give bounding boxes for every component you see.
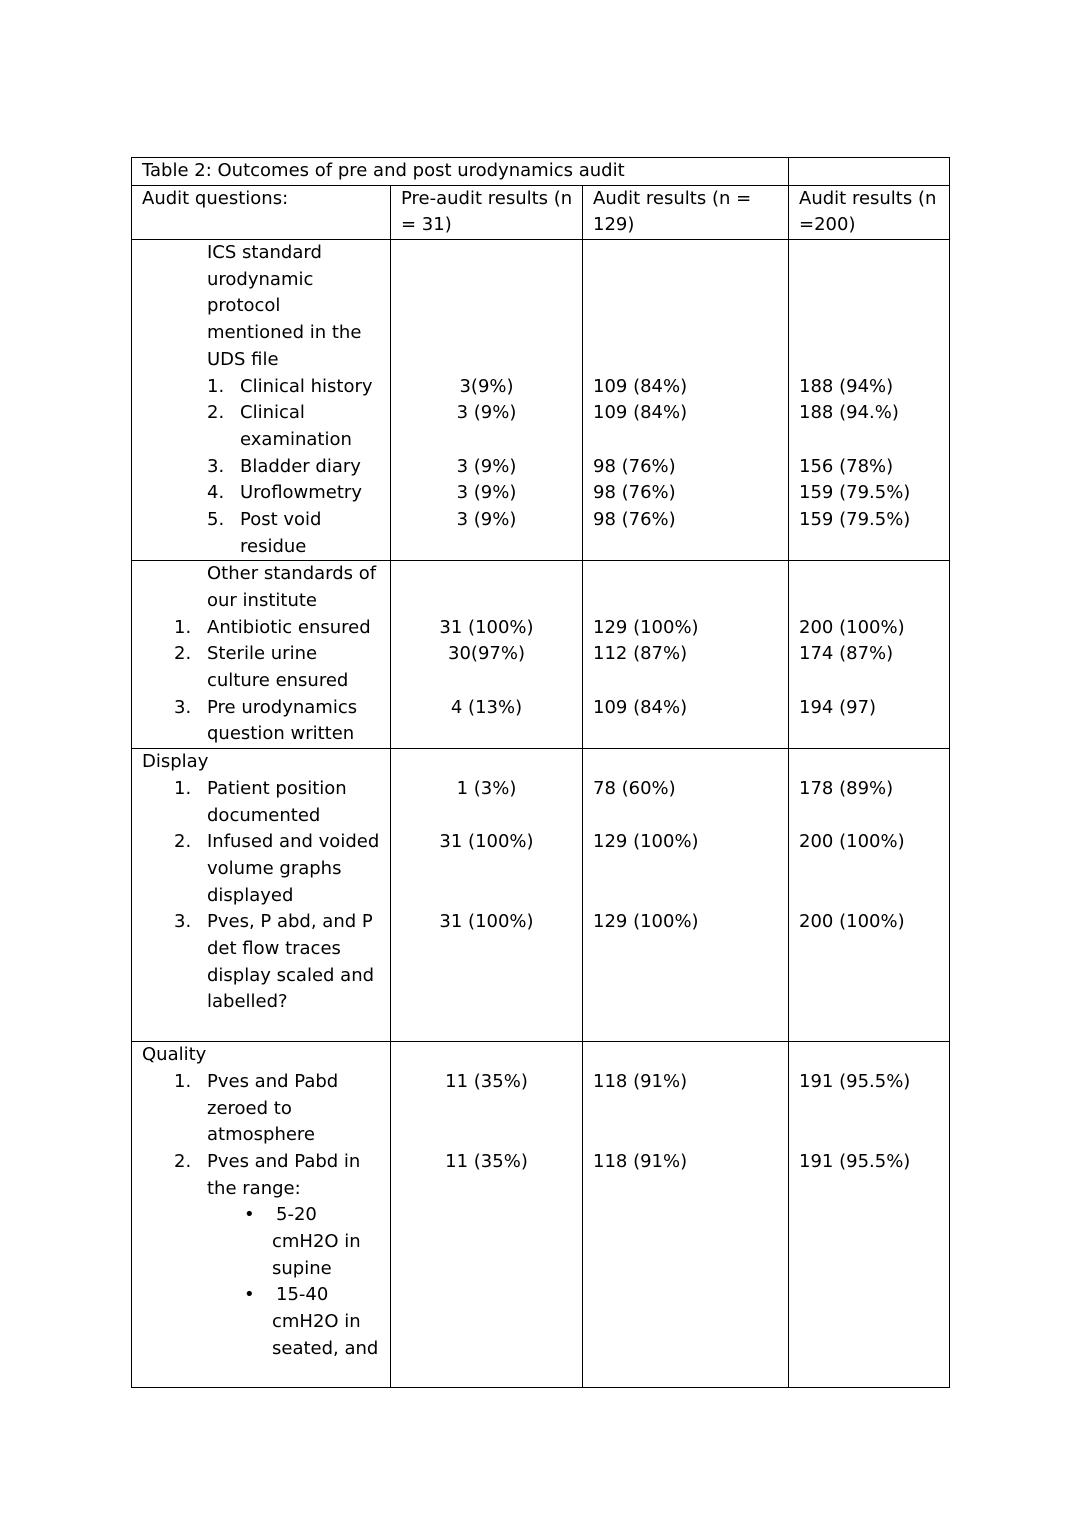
quality-heading: Quality — [142, 1044, 207, 1066]
other-a200-cell: 200 (100%) 174 (87%) 194 (97) — [789, 561, 950, 749]
quality-bullet: • 15-40 — [142, 1282, 380, 1309]
ics-a200-cell: 188 (94%) 188 (94.%) 156 (78%) 159 (79.5%) 159 (79.5%) — [789, 240, 950, 561]
bullet-icon: • — [244, 1284, 255, 1306]
display-item-cont: volume graphs — [207, 857, 342, 879]
other-item: 1. Antibiotic ensured — [174, 616, 371, 638]
other-item: 2. Sterile urine — [174, 643, 318, 665]
ics-item: 1. Clinical history — [207, 375, 373, 397]
quality-bullet-cont: cmH2O in — [272, 1230, 361, 1252]
display-pre-cell: 1 (3%) 31 (100%) 31 (100%) — [391, 749, 583, 1042]
other-pre-cell: 31 (100%) 30(97%) 4 (13%) — [391, 561, 583, 749]
ics-item: 3. Bladder diary — [207, 455, 361, 477]
display-item: 3. Pves, P abd, and P — [174, 911, 373, 933]
ics-heading-line: protocol — [207, 295, 281, 317]
display-item: 1. Patient position — [174, 777, 347, 799]
quality-bullet-cont: seated, and — [272, 1337, 379, 1359]
table-title-row — [132, 158, 950, 186]
ics-heading-line: mentioned in the — [207, 322, 362, 344]
other-item-cont: culture ensured — [207, 670, 349, 692]
display-heading: Display — [142, 751, 209, 773]
outcomes-table — [131, 157, 950, 1388]
quality-item: 1. Pves and Pabd — [174, 1070, 339, 1092]
table-title-empty-cell — [789, 158, 950, 186]
ics-questions-cell — [132, 240, 391, 561]
ics-heading-line: ICS standard — [207, 242, 322, 264]
ics-pre-cell: 3(9%) 3 (9%) 3 (9%) 3 (9%) 3 (9%) — [391, 240, 583, 561]
quality-questions-cell — [132, 1042, 391, 1388]
quality-a129-cell: 118 (91%) 118 (91%) — [583, 1042, 789, 1388]
quality-item-cont: atmosphere — [207, 1124, 315, 1146]
other-a129-cell: 129 (100%) 112 (87%) 109 (84%) — [583, 561, 789, 749]
display-item-cont: display scaled and — [207, 964, 375, 986]
ics-item-cont: examination — [240, 428, 352, 450]
other-section-row — [132, 561, 950, 749]
quality-bullet-cont: cmH2O in — [272, 1311, 361, 1332]
quality-item: 2. Pves and Pabd in — [174, 1150, 361, 1172]
display-a200-cell: 178 (89%) 200 (100%) 200 (100%) — [789, 749, 950, 1042]
table-header-row — [132, 185, 950, 239]
table-title: Table 2: Outcomes of pre and post urodynamics audit — [142, 160, 625, 181]
ics-heading-line: UDS file — [207, 348, 279, 370]
quality-a200-cell: 191 (95.5%) 191 (95.5%) — [789, 1042, 950, 1388]
other-item-cont: question written — [207, 723, 355, 745]
display-questions-cell — [132, 749, 391, 1042]
display-item-cont: displayed — [207, 884, 294, 906]
quality-item-cont: zeroed to — [207, 1097, 292, 1119]
display-item: 2. Infused and voided — [174, 831, 380, 853]
ics-item: 5. Post void — [207, 508, 322, 530]
display-item-cont: det flow traces — [207, 937, 341, 959]
display-a129-cell: 78 (60%) 129 (100%) 129 (100%) — [583, 749, 789, 1042]
ics-item-cont: residue — [240, 535, 307, 557]
other-questions-cell — [132, 561, 391, 749]
ics-item: 2. Clinical — [207, 402, 305, 424]
quality-pre-cell: 11 (35%) 11 (35%) — [391, 1042, 583, 1388]
header-pre-audit: Pre-audit results (n = 31) — [391, 185, 583, 239]
display-item-cont: labelled? — [207, 991, 288, 1013]
quality-bullet-cont: supine — [272, 1257, 332, 1279]
table-title-cell — [132, 158, 789, 186]
quality-section-row — [132, 1042, 950, 1388]
other-heading-line: our institute — [207, 590, 317, 611]
quality-bullet: • 5-20 — [142, 1202, 380, 1229]
display-section-row — [132, 749, 950, 1042]
other-item: 3. Pre urodynamics — [174, 696, 358, 718]
ics-a129-cell: 109 (84%) 109 (84%) 98 (76%) 98 (76%) 98 (76%) — [583, 240, 789, 561]
header-audit-129: Audit results (n = 129) — [583, 185, 789, 239]
display-item-cont: documented — [207, 804, 321, 826]
header-audit-200: Audit results (n =200) — [789, 185, 950, 239]
ics-heading-line: urodynamic — [207, 268, 314, 290]
ics-item: 4. Uroflowmetry — [207, 482, 362, 504]
ics-section-row — [132, 240, 950, 561]
other-heading-line: Other standards of — [207, 563, 377, 585]
header-questions: Audit questions: — [132, 185, 391, 239]
bullet-icon: • — [244, 1204, 255, 1226]
quality-item-cont: the range: — [207, 1177, 301, 1199]
